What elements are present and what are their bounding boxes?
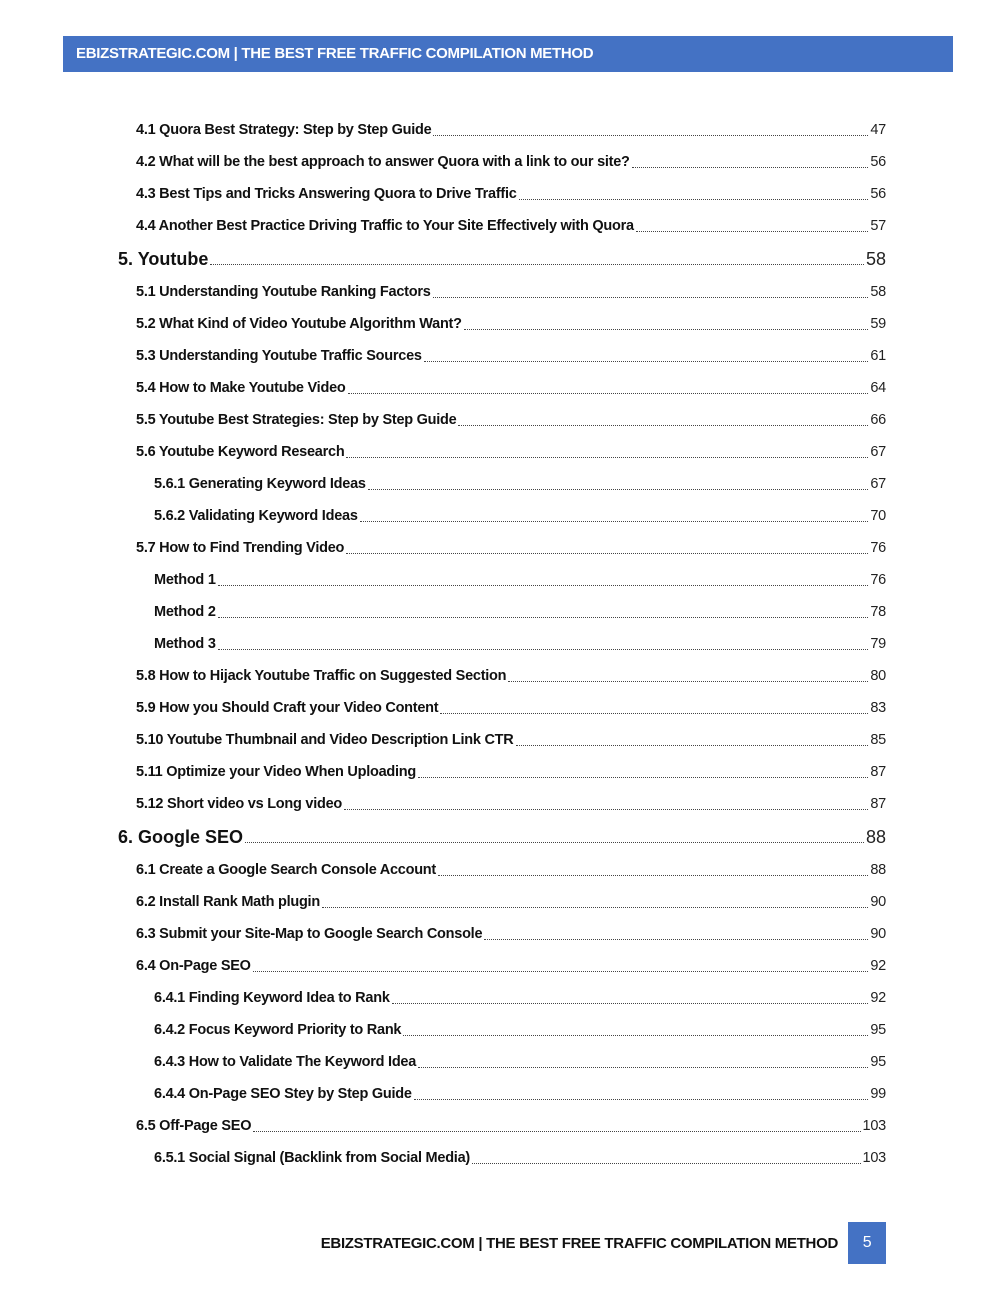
toc-entry[interactable] [0, 276, 886, 308]
toc-entry-page: 80 [870, 668, 886, 684]
toc-entry-page: 58 [865, 248, 886, 269]
toc-entry[interactable] [0, 724, 886, 756]
toc-entry-title: 5.6 Youtube Keyword Research [136, 444, 345, 460]
toc-entry[interactable] [0, 982, 886, 1014]
toc-entry-title: 6.4.4 On-Page SEO Stey by Step Guide [154, 1086, 412, 1102]
dot-leader [346, 457, 868, 458]
toc-entry-title: Method 1 [154, 572, 216, 588]
toc-entry[interactable] [0, 660, 886, 692]
dot-leader [516, 745, 869, 746]
toc-entry-title: 6.2 Install Rank Math plugin [136, 894, 320, 910]
toc-entry[interactable] [0, 114, 886, 146]
toc-entry-page: 67 [870, 476, 886, 492]
toc-entry-title: 6.4.2 Focus Keyword Priority to Rank [154, 1022, 402, 1038]
dot-leader [418, 777, 868, 778]
dot-leader [348, 393, 869, 394]
toc-entry-page: 79 [870, 636, 886, 652]
toc-entry[interactable] [0, 788, 886, 820]
dot-leader [472, 1163, 861, 1164]
toc-entry-title: 6.4.3 How to Validate The Keyword Idea [154, 1054, 417, 1070]
toc-entry-page: 99 [870, 1086, 886, 1102]
toc-entry-page: 57 [870, 218, 886, 234]
toc-entry-title: 5. Youtube [118, 248, 209, 269]
toc-entry[interactable] [0, 756, 886, 788]
toc-entry-page: 76 [870, 540, 886, 556]
page-number: 5 [848, 1222, 886, 1264]
table-of-contents [0, 114, 1005, 1174]
toc-entry-page: 87 [870, 764, 886, 780]
toc-entry[interactable] [0, 146, 886, 178]
toc-entry[interactable] [0, 886, 886, 918]
toc-entry-title: Method 2 [154, 604, 216, 620]
toc-entry[interactable] [0, 1078, 886, 1110]
toc-entry-page: 64 [870, 380, 886, 396]
toc-entry-page: 76 [870, 572, 886, 588]
toc-entry-title: 4.1 Quora Best Strategy: Step by Step Guide [136, 122, 432, 138]
toc-entry-title: 4.2 What will be the best approach to answer Quora with a link to our site? [136, 154, 630, 170]
dot-leader [418, 1067, 868, 1068]
toc-entry-page: 67 [870, 444, 886, 460]
dot-leader [458, 425, 868, 426]
toc-entry-title: 5.2 What Kind of Video Youtube Algorithm Want? [136, 316, 462, 332]
toc-entry[interactable] [0, 178, 886, 210]
dot-leader [218, 617, 869, 618]
dot-leader [322, 907, 868, 908]
toc-entry-page: 66 [870, 412, 886, 428]
toc-entry[interactable] [0, 820, 886, 854]
toc-entry[interactable] [0, 532, 886, 564]
toc-entry-title: 6.4.1 Finding Keyword Idea to Rank [154, 990, 390, 1006]
toc-entry-title: 5.9 How you Should Craft your Video Content [136, 700, 439, 716]
dot-leader [346, 553, 868, 554]
dot-leader [414, 1099, 869, 1100]
toc-entry-page: 78 [870, 604, 886, 620]
dot-leader [253, 971, 869, 972]
dot-leader [360, 521, 869, 522]
dot-leader [433, 297, 869, 298]
toc-entry[interactable] [0, 372, 886, 404]
toc-entry[interactable] [0, 854, 886, 886]
page-footer [300, 1222, 886, 1264]
dot-leader [368, 489, 869, 490]
toc-entry[interactable] [0, 564, 886, 596]
toc-entry[interactable] [0, 500, 886, 532]
toc-entry[interactable] [0, 692, 886, 724]
toc-entry[interactable] [0, 950, 886, 982]
toc-entry-title: 5.1 Understanding Youtube Ranking Factors [136, 284, 431, 300]
toc-entry-page: 90 [870, 926, 886, 942]
toc-entry-title: 5.11 Optimize your Video When Uploading [136, 764, 417, 780]
toc-entry-page: 95 [870, 1054, 886, 1070]
dot-leader [508, 681, 868, 682]
dot-leader [245, 842, 864, 843]
toc-entry-title: 5.3 Understanding Youtube Traffic Sources [136, 348, 422, 364]
toc-entry-page: 56 [870, 154, 886, 170]
dot-leader [636, 231, 869, 232]
toc-entry[interactable] [0, 308, 886, 340]
toc-entry-page: 56 [870, 186, 886, 202]
toc-entry[interactable] [0, 628, 886, 660]
toc-entry-title: 5.10 Youtube Thumbnail and Video Description Link CTR [136, 732, 514, 748]
toc-entry-page: 90 [870, 894, 886, 910]
toc-entry-title: 6.5.1 Social Signal (Backlink from Social Media) [154, 1150, 470, 1166]
dot-leader [218, 649, 869, 650]
toc-entry-title: 5.4 How to Make Youtube Video [136, 380, 346, 396]
toc-entry-title: 6.4 On-Page SEO [136, 958, 251, 974]
dot-leader [392, 1003, 869, 1004]
toc-entry-page: 47 [870, 122, 886, 138]
toc-entry-page: 87 [870, 796, 886, 812]
toc-entry-title: 5.6.2 Validating Keyword Ideas [154, 508, 358, 524]
toc-entry-page: 103 [862, 1150, 886, 1166]
footer-title: EBIZSTRATEGIC.COM | THE BEST FREE TRAFFIC COMPILATION METHOD [320, 1234, 838, 1252]
toc-entry-title: 6.1 Create a Google Search Console Account [136, 862, 436, 878]
toc-entry-title: 6.3 Submit your Site-Map to Google Search Console [136, 926, 483, 942]
dot-leader [218, 585, 869, 586]
toc-entry[interactable] [0, 210, 886, 242]
toc-entry-page: 61 [870, 348, 886, 364]
dot-leader [440, 713, 868, 714]
toc-entry-page: 59 [870, 316, 886, 332]
toc-entry[interactable] [0, 404, 886, 436]
dot-leader [519, 199, 869, 200]
toc-entry-title: 5.5 Youtube Best Strategies: Step by Step Guide [136, 412, 457, 428]
toc-entry-title: 5.7 How to Find Trending Video [136, 540, 345, 556]
toc-entry[interactable] [0, 1046, 886, 1078]
toc-entry[interactable] [0, 918, 886, 950]
toc-entry-page: 88 [865, 826, 886, 847]
dot-leader [424, 361, 869, 362]
dot-leader [484, 939, 868, 940]
dot-leader [210, 264, 864, 265]
toc-entry-title: 6.5 Off-Page SEO [136, 1118, 252, 1134]
toc-entry-title: 6. Google SEO [118, 826, 244, 847]
toc-entry-page: 95 [870, 1022, 886, 1038]
dot-leader [344, 809, 868, 810]
toc-entry-title: 4.4 Another Best Practice Driving Traffic to Your Site Effectively with Quora [136, 218, 634, 234]
toc-entry[interactable] [0, 1110, 886, 1142]
dot-leader [253, 1131, 860, 1132]
toc-entry-page: 58 [870, 284, 886, 300]
toc-entry-page: 92 [870, 958, 886, 974]
toc-entry[interactable] [0, 436, 886, 468]
toc-entry-page: 83 [870, 700, 886, 716]
toc-entry-title: Method 3 [154, 636, 216, 652]
dot-leader [433, 135, 868, 136]
toc-entry[interactable] [0, 468, 886, 500]
page-header: EBIZSTRATEGIC.COM | THE BEST FREE TRAFFIC COMPILATION METHOD [63, 36, 953, 72]
toc-entry[interactable] [0, 242, 886, 276]
toc-entry-page: 85 [870, 732, 886, 748]
toc-entry-title: 5.6.1 Generating Keyword Ideas [154, 476, 366, 492]
toc-entry-title: 4.3 Best Tips and Tricks Answering Quora to Drive Traffic [136, 186, 517, 202]
toc-entry-title: 5.12 Short video vs Long video [136, 796, 343, 812]
toc-entry-page: 92 [870, 990, 886, 1006]
dot-leader [403, 1035, 868, 1036]
dot-leader [438, 875, 868, 876]
toc-entry-page: 103 [862, 1118, 886, 1134]
toc-entry[interactable] [0, 1014, 886, 1046]
toc-entry[interactable] [0, 596, 886, 628]
toc-entry-page: 88 [870, 862, 886, 878]
toc-entry-title: 5.8 How to Hijack Youtube Traffic on Suggested Section [136, 668, 507, 684]
toc-entry[interactable] [0, 340, 886, 372]
dot-leader [632, 167, 869, 168]
dot-leader [464, 329, 869, 330]
toc-entry-page: 70 [870, 508, 886, 524]
toc-entry[interactable] [0, 1142, 886, 1174]
